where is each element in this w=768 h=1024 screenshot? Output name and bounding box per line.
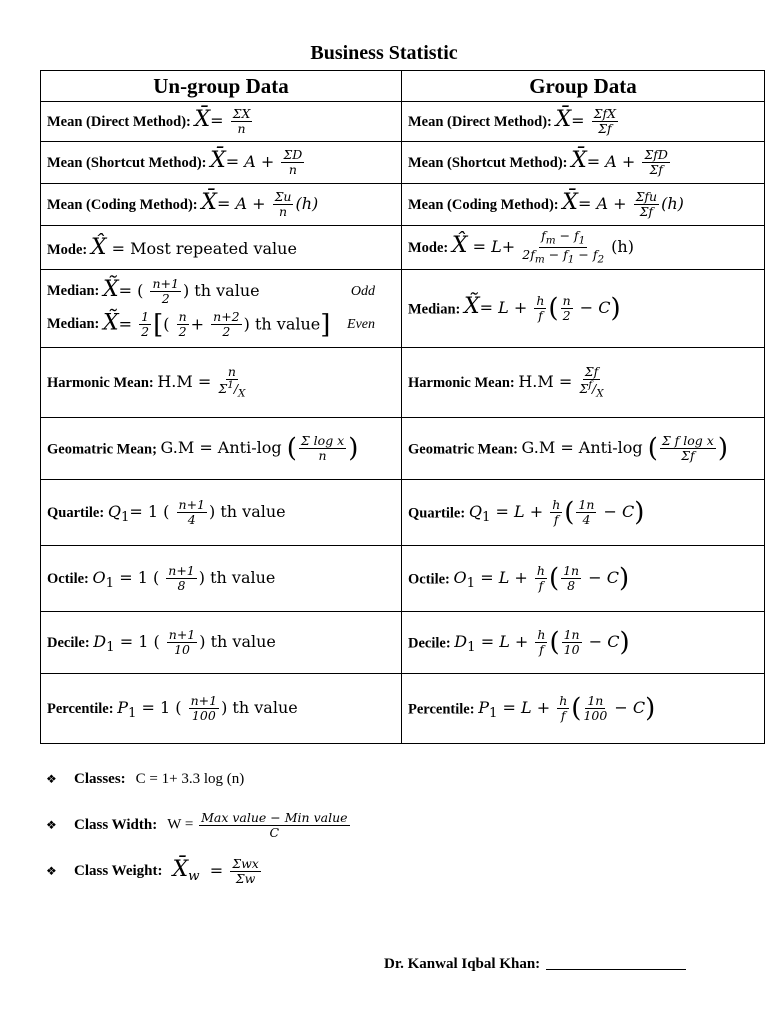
list-item: ❖ Class Width: W = $\frac{\text{Max value − Min value}}{C}$ bbox=[46, 809, 348, 840]
table-row: Percentile: $P_1 = 1$ ( $\frac{n+1}{100}$ ) th value Percentile: $P_1 = L$ + $\frac{h}{f}$ ( $\frac{1n}{100}$ − C) bbox=[41, 674, 765, 744]
formula: $D_1 = 1$ ( $\frac{n+1}{10}$ ) th value bbox=[93, 627, 276, 657]
list-item: ❖ Class Weight: $X̄_w$ = $\frac{\text{Σwx}}{\Sigma w}$ bbox=[46, 855, 259, 886]
formula: $O_1 = L$ + $\frac{h}{f}$ ( $\frac{1n}{8}$ − C) bbox=[453, 563, 630, 594]
header-ungroup: Un-group Data bbox=[41, 71, 402, 102]
notes-list bbox=[46, 756, 352, 894]
formula: $D_1 = L$ + $\frac{h}{f}$ ( $\frac{1n}{10}$ − C) bbox=[454, 627, 630, 658]
formula: X̂ = L+ $\frac{f_m - f_1}{2f_m - f_1 - f_2}$ (h) bbox=[451, 228, 634, 266]
cell-left: Mean (Direct Method): X̄= $\frac{\Sigma X}{n}$ bbox=[41, 102, 402, 142]
formula: $O_1 = 1$ ( $\frac{n+1}{8}$ ) th value bbox=[92, 563, 276, 593]
formula: H.M = $\frac{n}{\Sigma^1/_X}$ bbox=[157, 364, 246, 400]
cell-right: Mean (Direct Method): X̄= $\frac{\text{ΣfX}}{\Sigma f}$ bbox=[402, 102, 765, 142]
table-row: Quartile: $Q_1= 1$ ( $\frac{n+1}{4}$ ) th value Quartile: $Q_1 = L$ + $\frac{h}{f}$ ( $\frac{1n}{4}$ − C) bbox=[41, 480, 765, 546]
formula: $Q_1= 1$ ( $\frac{n+1}{4}$ ) th value bbox=[107, 497, 286, 527]
odd-tag: Odd bbox=[350, 283, 375, 299]
diamond-bullet-icon: ❖ bbox=[46, 863, 57, 878]
formula: X̄= A + $\frac{\Sigma D}{n}$ bbox=[210, 147, 303, 178]
formula: $P_1 = 1$ ( $\frac{n+1}{100}$ ) th value bbox=[117, 693, 298, 723]
diamond-bullet-icon: ❖ bbox=[46, 771, 57, 786]
diamond-bullet-icon: ❖ bbox=[46, 817, 57, 832]
formula: X̄= $\frac{\Sigma X}{n}$ bbox=[194, 106, 251, 137]
table-row: Geomatric Mean; G.M = Anti-log ( $\frac{\text{Σ log x}}{n}$ ) Geomatric Mean: G.M = Anti-log ( $\frac{\text{Σ f log x}}{\Sigma f}$ ) bbox=[41, 418, 765, 480]
formula: $Q_1 = L$ + $\frac{h}{f}$ ( $\frac{1n}{4}$ − C) bbox=[468, 497, 645, 528]
formula: X̄= A + $\frac{\text{ΣfD}}{\Sigma f}$ bbox=[571, 147, 668, 178]
table-row: Mode: X̂ = Most repeated value Mode: X̂ = L+ $\frac{f_m - f_1}{2f_m - f_1 - f_2}$ (h) bbox=[41, 226, 765, 270]
formula: X̃= L + $\frac{h}{f}$ ( $\frac{n}{2}$ − C) bbox=[463, 293, 621, 324]
signature: Dr. Kanwal Iqbal Khan: bbox=[384, 956, 686, 973]
table-row: Median: X̃= ( $\frac{n+1}{2}$ ) th value Odd Median: X̃= $\frac{1}{2}$ [( $\frac{n}{2}$ + $\frac{n+2}{2}$ ) th value] Even Median: X̃= L + $\frac{h}{f}$ ( $\frac{n}{2}$ − C) bbox=[41, 270, 765, 348]
table-header-row bbox=[41, 71, 765, 102]
formula: G.M = Anti-log ( $\frac{\text{Σ f log x}}{\Sigma f}$ ) bbox=[521, 433, 728, 464]
table-row bbox=[41, 102, 765, 142]
formula: H.M = $\frac{\Sigma f}{\Sigma^f/_X}$ bbox=[518, 364, 604, 400]
table-row: Mean (Coding Method): X̄= A + $\frac{\Sigma u}{n}$ (h) Mean (Coding Method): X̄= A + $\frac{\text{Σfu}}{\Sigma f}$ (h) bbox=[41, 184, 765, 226]
formula: X̄= A + $\frac{\text{Σfu}}{\Sigma f}$ (h) bbox=[562, 189, 684, 220]
table-row: Decile: $D_1 = 1$ ( $\frac{n+1}{10}$ ) th value Decile: $D_1 = L$ + $\frac{h}{f}$ ( $\frac{1n}{10}$ − C) bbox=[41, 612, 765, 674]
formula-table bbox=[40, 70, 765, 744]
formula: X̂ = Most repeated value bbox=[90, 235, 297, 260]
formula: X̄= A + $\frac{\Sigma u}{n}$ (h) bbox=[201, 189, 319, 220]
header-group: Group Data bbox=[402, 71, 765, 102]
table-row: Octile: $O_1 = 1$ ( $\frac{n+1}{8}$ ) th value Octile: $O_1 = L$ + $\frac{h}{f}$ ( $\frac{1n}{8}$ − C) bbox=[41, 546, 765, 612]
formula: X̃= ( $\frac{n+1}{2}$ ) th value bbox=[102, 276, 260, 307]
formula: G.M = Anti-log ( $\frac{\text{Σ log x}}{n}$ ) bbox=[160, 433, 359, 464]
formula: X̃= $\frac{1}{2}$ [( $\frac{n}{2}$ + $\frac{n+2}{2}$ ) th value] bbox=[102, 309, 331, 340]
even-tag: Even bbox=[347, 316, 375, 332]
list-item: ❖ Classes: C = 1+ 3.3 log (n) bbox=[46, 770, 245, 787]
signature-line bbox=[546, 969, 686, 970]
table-row: Mean (Shortcut Method): X̄= A + $\frac{\Sigma D}{n}$ Mean (Shortcut Method): X̄= A + $\frac{\text{ΣfD}}{\Sigma f}$ bbox=[41, 142, 765, 184]
formula: $P_1 = L$ + $\frac{h}{f}$ ( $\frac{1n}{100}$ − C) bbox=[478, 693, 656, 724]
page-title: Business Statistic bbox=[310, 42, 458, 64]
table-row: Harmonic Mean: H.M = $\frac{n}{\Sigma^1/_X}$ Harmonic Mean: H.M = $\frac{\Sigma f}{\Sigma^f/_X}$ bbox=[41, 348, 765, 418]
formula: X̄= $\frac{\text{ΣfX}}{\Sigma f}$ bbox=[555, 106, 617, 137]
